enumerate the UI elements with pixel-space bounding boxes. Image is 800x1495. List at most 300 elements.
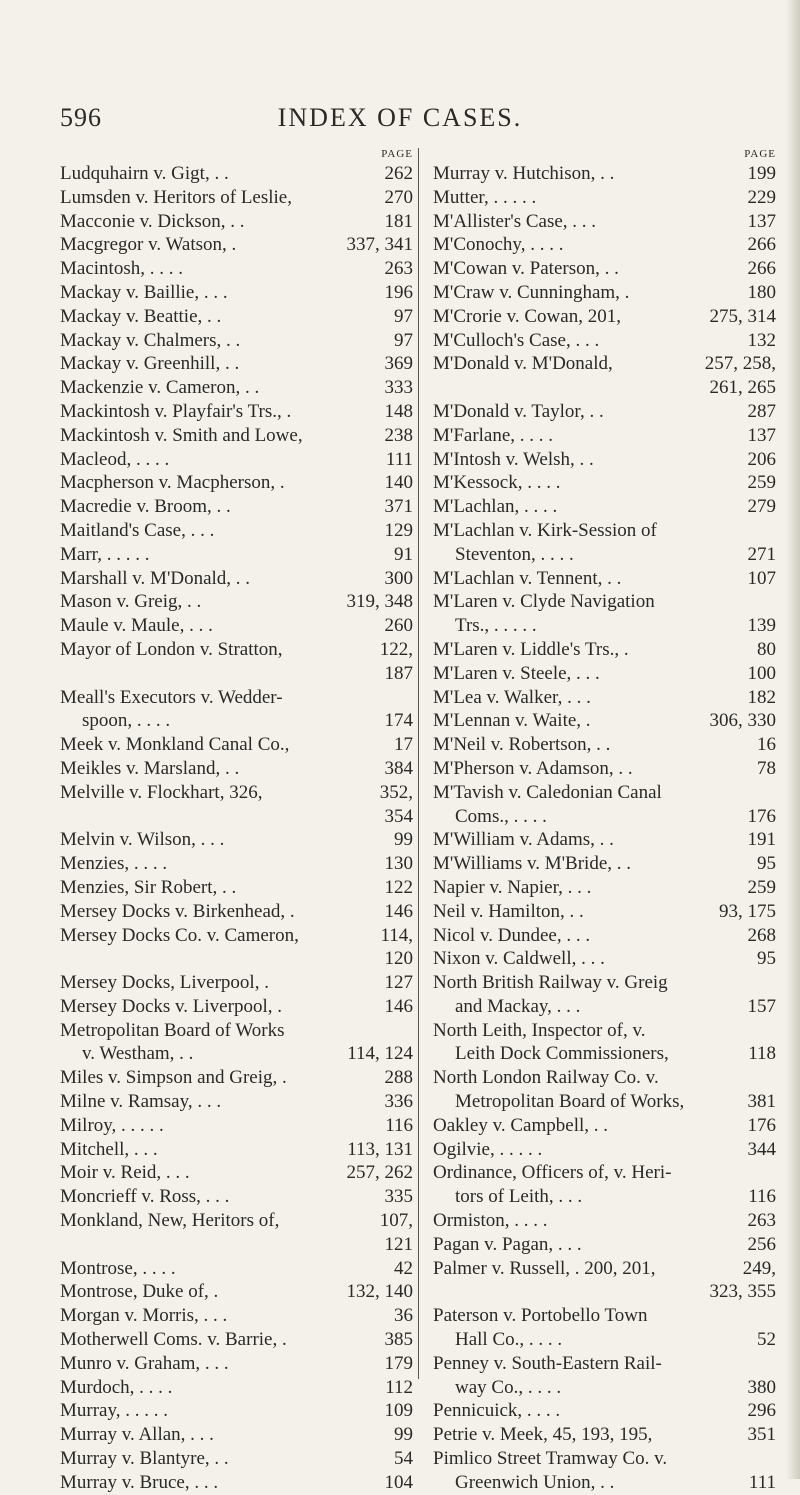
page-reference: 107: [747, 567, 776, 589]
case-name: Montrose, . . . .: [60, 1257, 176, 1279]
case-name: Mackay v. Baillie, . . .: [60, 281, 228, 303]
index-entry: [433, 1423, 776, 1447]
case-name: Oakley v. Campbell, . .: [433, 1114, 609, 1136]
case-name-continued: Metropolitan Board of Works,: [455, 1091, 685, 1113]
case-name: M'Allister's Case, . . .: [433, 210, 597, 232]
case-name: North Leith, Inspector of, v.: [433, 1019, 646, 1041]
index-entry-continued: [433, 1376, 776, 1400]
index-entry: [60, 1019, 413, 1043]
page-reference: 54: [394, 1448, 413, 1470]
index-column-right: [433, 148, 776, 1495]
page-reference: 191: [747, 829, 776, 851]
page-reference: 275, 314: [709, 305, 776, 327]
case-name: M'Lennan v. Waite, .: [433, 710, 591, 732]
case-name: Monkland, New, Heritors of,: [60, 1210, 280, 1232]
page-reference: 336: [384, 1091, 413, 1113]
index-entry: [433, 210, 776, 234]
index-entry: [433, 1161, 776, 1185]
case-name-continued: Steventon, . . . .: [455, 543, 574, 565]
page-reference: 113, 131: [347, 1138, 413, 1160]
page-reference: 99: [394, 829, 413, 851]
page-reference: 109: [384, 1400, 413, 1422]
index-entry: [60, 1328, 413, 1352]
page-reference: 335: [384, 1186, 413, 1208]
case-name: Ogilvie, . . . . .: [433, 1138, 543, 1160]
page-reference: 263: [384, 258, 413, 280]
case-name: Meikles v. Marsland, . .: [60, 757, 240, 779]
index-entry: [433, 1304, 776, 1328]
page-reference: 17: [394, 734, 413, 756]
case-name: Palmer v. Russell, . 200, 201,: [433, 1257, 656, 1279]
case-name-continued: and Mackay, . . .: [455, 995, 581, 1017]
index-entry: [60, 495, 413, 519]
index-entry: [433, 876, 776, 900]
index-entry: [60, 1423, 413, 1447]
page-reference: 380: [747, 1376, 776, 1398]
index-entry: [433, 1352, 776, 1376]
case-name: Macintosh, . . . .: [60, 258, 183, 280]
index-entry: [433, 495, 776, 519]
page-reference: 259: [747, 876, 776, 898]
case-name: Mersey Docks, Liverpool, .: [60, 972, 269, 994]
page-reference: 146: [384, 900, 413, 922]
page-reference: 52: [757, 1329, 776, 1351]
case-name: M'Neil v. Robertson, . .: [433, 734, 611, 756]
page-reference: 95: [757, 853, 776, 875]
case-name: Mackay v. Beattie, . .: [60, 305, 222, 327]
index-entry: [60, 1209, 413, 1233]
case-name: Mutter, . . . . .: [433, 186, 537, 208]
page-reference: 279: [747, 496, 776, 518]
case-name: Ludquhairn v. Gigt, . .: [60, 163, 229, 184]
page-reference: 148: [384, 400, 413, 422]
page-reference: 196: [384, 281, 413, 303]
index-entry: [433, 1447, 776, 1471]
index-entry: [433, 448, 776, 472]
page-reference: 111: [748, 1471, 776, 1493]
index-entry: [60, 686, 413, 710]
column-header-page: PAGE: [744, 148, 776, 160]
case-name: M'Conochy, . . . .: [433, 234, 564, 256]
index-entry: [60, 1447, 413, 1471]
index-entry: [60, 329, 413, 353]
page-reference: 306, 330: [709, 710, 776, 732]
page-header: [0, 103, 800, 143]
case-name: Petrie v. Meek, 45, 193, 195,: [433, 1424, 653, 1446]
case-name: M'Donald v. M'Donald,: [433, 353, 613, 375]
case-name: Motherwell Coms. v. Barrie, .: [60, 1329, 287, 1351]
index-entry: [433, 1019, 776, 1043]
index-entry: [60, 1376, 413, 1400]
page-reference: 127: [384, 972, 413, 994]
index-entry: [60, 1257, 413, 1281]
page-reference: 104: [384, 1471, 413, 1493]
index-entry: [60, 233, 413, 257]
case-name: Macgregor v. Watson, .: [60, 234, 237, 256]
page-reference: 266: [747, 258, 776, 280]
column-header-page: PAGE: [381, 148, 413, 160]
index-entry: [433, 424, 776, 448]
index-entry: [60, 1185, 413, 1209]
case-name: Mayor of London v. Stratton,: [60, 638, 283, 660]
page-reference: 229: [747, 186, 776, 208]
case-name-continued: way Co., . . . .: [455, 1376, 562, 1398]
case-name: Pimlico Street Tramway Co. v.: [433, 1448, 668, 1470]
page-reference: 344: [747, 1138, 776, 1160]
index-entry: [433, 329, 776, 353]
index-entry: [60, 995, 413, 1019]
case-name: Murdoch, . . . .: [60, 1376, 173, 1398]
case-name: M'Lachlan v. Tennent, . .: [433, 567, 622, 589]
page-reference: 111: [385, 448, 413, 470]
page-reference: 114,: [380, 924, 413, 946]
page-reference: 296: [747, 1400, 776, 1422]
case-name: Mackenzie v. Cameron, . .: [60, 377, 260, 399]
page-reference: 369: [384, 353, 413, 375]
case-name: Macleod, . . . .: [60, 448, 170, 470]
case-name: Marshall v. M'Donald, . .: [60, 567, 251, 589]
page-reference: 114, 124: [347, 1043, 413, 1065]
page-reference: 180: [747, 281, 776, 303]
column-divider: [418, 148, 419, 1379]
index-entry: [433, 1209, 776, 1233]
page-reference: 271: [747, 543, 776, 565]
index-entry: [60, 471, 413, 495]
case-name: Melvin v. Wilson, . . .: [60, 829, 225, 851]
index-entry: [60, 352, 413, 376]
index-entry: [433, 471, 776, 495]
index-entry: [433, 709, 776, 733]
case-name: Meall's Executors v. Wedder-: [60, 686, 283, 708]
index-entry: [60, 376, 413, 400]
case-name: Mitchell, . . .: [60, 1138, 158, 1160]
index-entry: [60, 257, 413, 281]
case-name: North London Railway Co. v.: [433, 1067, 659, 1089]
page-number: 596: [60, 103, 102, 132]
case-name: M'Crorie v. Cowan, 201,: [433, 305, 621, 327]
case-name: Mackintosh v. Playfair's Trs., .: [60, 400, 292, 422]
page-reference: 182: [747, 686, 776, 708]
case-name: Nixon v. Caldwell, . . .: [433, 948, 605, 970]
page-reference: 287: [747, 400, 776, 422]
index-entry-continued: [433, 543, 776, 567]
index-entry: [433, 162, 776, 186]
page-reference: 130: [384, 853, 413, 875]
page-reference-continued: 354: [384, 805, 413, 827]
case-name: M'Donald v. Taylor, . .: [433, 400, 604, 422]
index-entry-continued: [433, 1185, 776, 1209]
case-name: Milroy, . . . . .: [60, 1114, 164, 1136]
index-entry: [433, 400, 776, 424]
index-entry: [60, 305, 413, 329]
page-reference: 112: [385, 1376, 413, 1398]
page-reference: 93, 175: [719, 900, 776, 922]
page-reference: 249,: [742, 1257, 776, 1279]
index-entry: [60, 1114, 413, 1138]
index-entry: [433, 781, 776, 805]
page-reference: 116: [385, 1114, 413, 1136]
case-name: Lumsden v. Heritors of Leslie,: [60, 186, 292, 208]
index-entry: [60, 400, 413, 424]
index-entry: [433, 233, 776, 257]
case-name: Penney v. South-Eastern Rail-: [433, 1352, 662, 1374]
page-reference: 259: [747, 472, 776, 494]
case-name: Moncrieff v. Ross, . . .: [60, 1186, 230, 1208]
index-entry: [60, 1280, 413, 1304]
case-name-continued: tors of Leith, . . .: [455, 1186, 583, 1208]
page-title: INDEX OF CASES.: [277, 103, 523, 132]
index-entry: [60, 424, 413, 448]
index-entry: [433, 281, 776, 305]
index-entry: [433, 1066, 776, 1090]
page-reference: 42: [394, 1257, 413, 1279]
index-entry-continued: [433, 614, 776, 638]
case-name-continued: spoon, . . . .: [82, 710, 171, 732]
page-reference: 16: [757, 734, 776, 756]
case-name: Morgan v. Morris, . . .: [60, 1305, 228, 1327]
page-reference: 118: [748, 1043, 776, 1065]
page-reference: 139: [747, 615, 776, 637]
index-entry: [433, 900, 776, 924]
index-entry: [433, 519, 776, 543]
index-entry: [60, 852, 413, 876]
case-name: M'Farlane, . . . .: [433, 424, 554, 446]
page-reference-continued: 261, 265: [709, 377, 776, 399]
case-name: M'Lea v. Walker, . . .: [433, 686, 591, 708]
case-name: Montrose, Duke of, .: [60, 1281, 219, 1303]
page-reference: 97: [394, 329, 413, 351]
case-name: Menzies, . . . .: [60, 853, 168, 875]
case-name: Murray v. Bruce, . . .: [60, 1471, 219, 1493]
index-entry: [433, 852, 776, 876]
case-name: Maitland's Case, . . .: [60, 519, 215, 541]
index-entry: [433, 971, 776, 995]
page-reference: 260: [384, 615, 413, 637]
page-reference: 266: [747, 234, 776, 256]
page-reference: 257, 262: [346, 1162, 413, 1184]
case-name: Macredie v. Broom, . .: [60, 496, 231, 518]
case-name: M'Laren v. Liddle's Trs., .: [433, 638, 629, 660]
case-name: M'Kessock, . . . .: [433, 472, 561, 494]
page-reference: 99: [394, 1424, 413, 1446]
case-name: Moir v. Reid, . . .: [60, 1162, 190, 1184]
page-reference: 263: [747, 1210, 776, 1232]
page-reference-continued: 120: [384, 948, 413, 970]
index-entry: [433, 662, 776, 686]
page-reference: 176: [747, 805, 776, 827]
page-reference: 132, 140: [346, 1281, 413, 1303]
index-entry: [60, 1090, 413, 1114]
index-entry: [60, 900, 413, 924]
case-name: Menzies, Sir Robert, . .: [60, 876, 237, 898]
index-entry: [60, 1161, 413, 1185]
case-name: Murray v. Hutchison, . .: [433, 163, 615, 184]
page-reference: 36: [394, 1305, 413, 1327]
case-name-continued: v. Westham, . .: [82, 1043, 194, 1065]
index-entry: [60, 1066, 413, 1090]
page-reference: 146: [384, 995, 413, 1017]
case-name: Ormiston, . . . .: [433, 1210, 548, 1232]
case-name: Maule v. Maule, . . .: [60, 615, 213, 637]
page-reference: 137: [747, 424, 776, 446]
page-reference: 238: [384, 424, 413, 446]
page-reference: 80: [757, 638, 776, 660]
index-entry: [60, 543, 413, 567]
index-entry: [433, 638, 776, 662]
index-entry: [433, 1138, 776, 1162]
case-name: Mersey Docks v. Liverpool, .: [60, 995, 282, 1017]
case-name: Murray v. Allan, . . .: [60, 1424, 214, 1446]
index-entry: [60, 614, 413, 638]
index-entry: [433, 828, 776, 852]
case-name: Paterson v. Portobello Town: [433, 1305, 648, 1327]
index-entry: [433, 305, 776, 329]
page-reference: 257, 258,: [704, 353, 776, 375]
index-entry: [60, 281, 413, 305]
case-name: Meek v. Monkland Canal Co.,: [60, 734, 290, 756]
index-entry: [433, 186, 776, 210]
case-name: M'Pherson v. Adamson, . .: [433, 757, 633, 779]
case-name: Nicol v. Dundee, . . .: [433, 924, 591, 946]
page-reference: 157: [747, 995, 776, 1017]
page-reference: 288: [384, 1067, 413, 1089]
page-reference: 181: [384, 210, 413, 232]
index-entry: [60, 1471, 413, 1495]
case-name-continued: Greenwich Union, . .: [455, 1471, 615, 1493]
page-reference: 137: [747, 210, 776, 232]
index-entry: [60, 1399, 413, 1423]
index-entry: [60, 210, 413, 234]
index-entry: [60, 448, 413, 472]
index-entry: [60, 828, 413, 852]
case-name: M'Craw v. Cunningham, .: [433, 281, 630, 303]
case-name: M'Laren v. Clyde Navigation: [433, 591, 655, 613]
page-reference: 262: [384, 163, 413, 184]
index-entry-continued: [433, 1090, 776, 1114]
case-name: Murray, . . . . .: [60, 1400, 168, 1422]
case-name: Napier v. Napier, . . .: [433, 876, 592, 898]
index-entry-continued: [60, 1042, 413, 1066]
index-entry: [60, 590, 413, 614]
page-reference: 129: [384, 519, 413, 541]
index-entry: [433, 1114, 776, 1138]
page-reference: 351: [747, 1424, 776, 1446]
index-entry: [433, 924, 776, 948]
case-name: M'Cowan v. Paterson, . .: [433, 258, 619, 280]
case-name: Mackintosh v. Smith and Lowe,: [60, 424, 303, 446]
page-reference: 256: [747, 1233, 776, 1255]
page-reference: 300: [384, 567, 413, 589]
case-name-continued: Coms., . . . .: [455, 805, 547, 827]
page-reference: 319, 348: [346, 591, 413, 613]
case-name: M'Williams v. M'Bride, . .: [433, 853, 632, 875]
index-entry: [433, 1399, 776, 1423]
case-name: North British Railway v. Greig: [433, 972, 668, 994]
page-reference: 381: [747, 1091, 776, 1113]
case-name: Munro v. Graham, . . .: [60, 1352, 229, 1374]
page-edge-shadow: [786, 0, 800, 1479]
case-name: Mackay v. Chalmers, . .: [60, 329, 241, 351]
index-entry-continued: [433, 1328, 776, 1352]
page-reference-continued: 323, 355: [709, 1281, 776, 1303]
page-reference: 270: [384, 186, 413, 208]
case-name: Macconie v. Dickson, . .: [60, 210, 245, 232]
case-name: M'Lachlan v. Kirk-Session of: [433, 519, 657, 541]
index-entry: [433, 567, 776, 591]
index-entry: [60, 733, 413, 757]
page-reference: 337, 341: [346, 234, 413, 256]
index-entry: [60, 162, 413, 186]
case-name: M'Culloch's Case, . . .: [433, 329, 600, 351]
index-column-left: [60, 148, 413, 1495]
case-name: M'Lachlan, . . . .: [433, 496, 558, 518]
index-entry-continued: [433, 995, 776, 1019]
page-reference: 385: [384, 1329, 413, 1351]
case-name: Mersey Docks v. Birkenhead, .: [60, 900, 295, 922]
case-name: M'William v. Adams, . .: [433, 829, 614, 851]
index-entry: [60, 1352, 413, 1376]
page-reference: 174: [384, 710, 413, 732]
page-reference: 97: [394, 305, 413, 327]
index-entry: [433, 686, 776, 710]
page-reference-continued: 121: [384, 1233, 413, 1255]
index-entry: [60, 924, 413, 948]
index-entry-continued: [433, 1471, 776, 1495]
page-reference: 352,: [379, 781, 413, 803]
case-name: M'Laren v. Steele, . . .: [433, 662, 600, 684]
index-entry: [433, 257, 776, 281]
page-reference: 384: [384, 757, 413, 779]
index-entry: [60, 186, 413, 210]
case-name: Mackay v. Greenhill, . .: [60, 353, 240, 375]
index-entry: [433, 1233, 776, 1257]
page-reference: 100: [747, 662, 776, 684]
case-name: Murray v. Blantyre, . .: [60, 1448, 229, 1470]
page-reference-continued: 187: [384, 662, 413, 684]
index-entry: [433, 590, 776, 614]
case-name: Mason v. Greig, . .: [60, 591, 202, 613]
page-reference: 176: [747, 1114, 776, 1136]
page-reference: 132: [747, 329, 776, 351]
index-entry: [433, 1257, 776, 1281]
case-name-continued: Trs., . . . . .: [455, 615, 537, 637]
page-reference: 371: [384, 496, 413, 518]
index-entry: [433, 757, 776, 781]
page-reference: 206: [747, 448, 776, 470]
case-name: Pagan v. Pagan, . . .: [433, 1233, 582, 1255]
case-name-continued: Hall Co., . . . .: [455, 1329, 563, 1351]
page-reference: 91: [394, 543, 413, 565]
index-entry: [60, 876, 413, 900]
index-entry: [433, 352, 776, 376]
case-name: M'Intosh v. Welsh, . .: [433, 448, 594, 470]
page-reference: 268: [747, 924, 776, 946]
index-entry-continued: [433, 1042, 776, 1066]
page-reference: 122: [384, 876, 413, 898]
case-name: Pennicuick, . . . .: [433, 1400, 561, 1422]
page-reference: 78: [757, 757, 776, 779]
index-entry: [433, 947, 776, 971]
page-reference: 116: [748, 1186, 776, 1208]
page-reference: 122,: [379, 638, 413, 660]
index-entry: [60, 781, 413, 805]
index-entry: [60, 638, 413, 662]
index-entry: [60, 567, 413, 591]
page-reference: 179: [384, 1352, 413, 1374]
page-reference: 95: [757, 948, 776, 970]
page-reference: 333: [384, 377, 413, 399]
index-entry: [60, 971, 413, 995]
